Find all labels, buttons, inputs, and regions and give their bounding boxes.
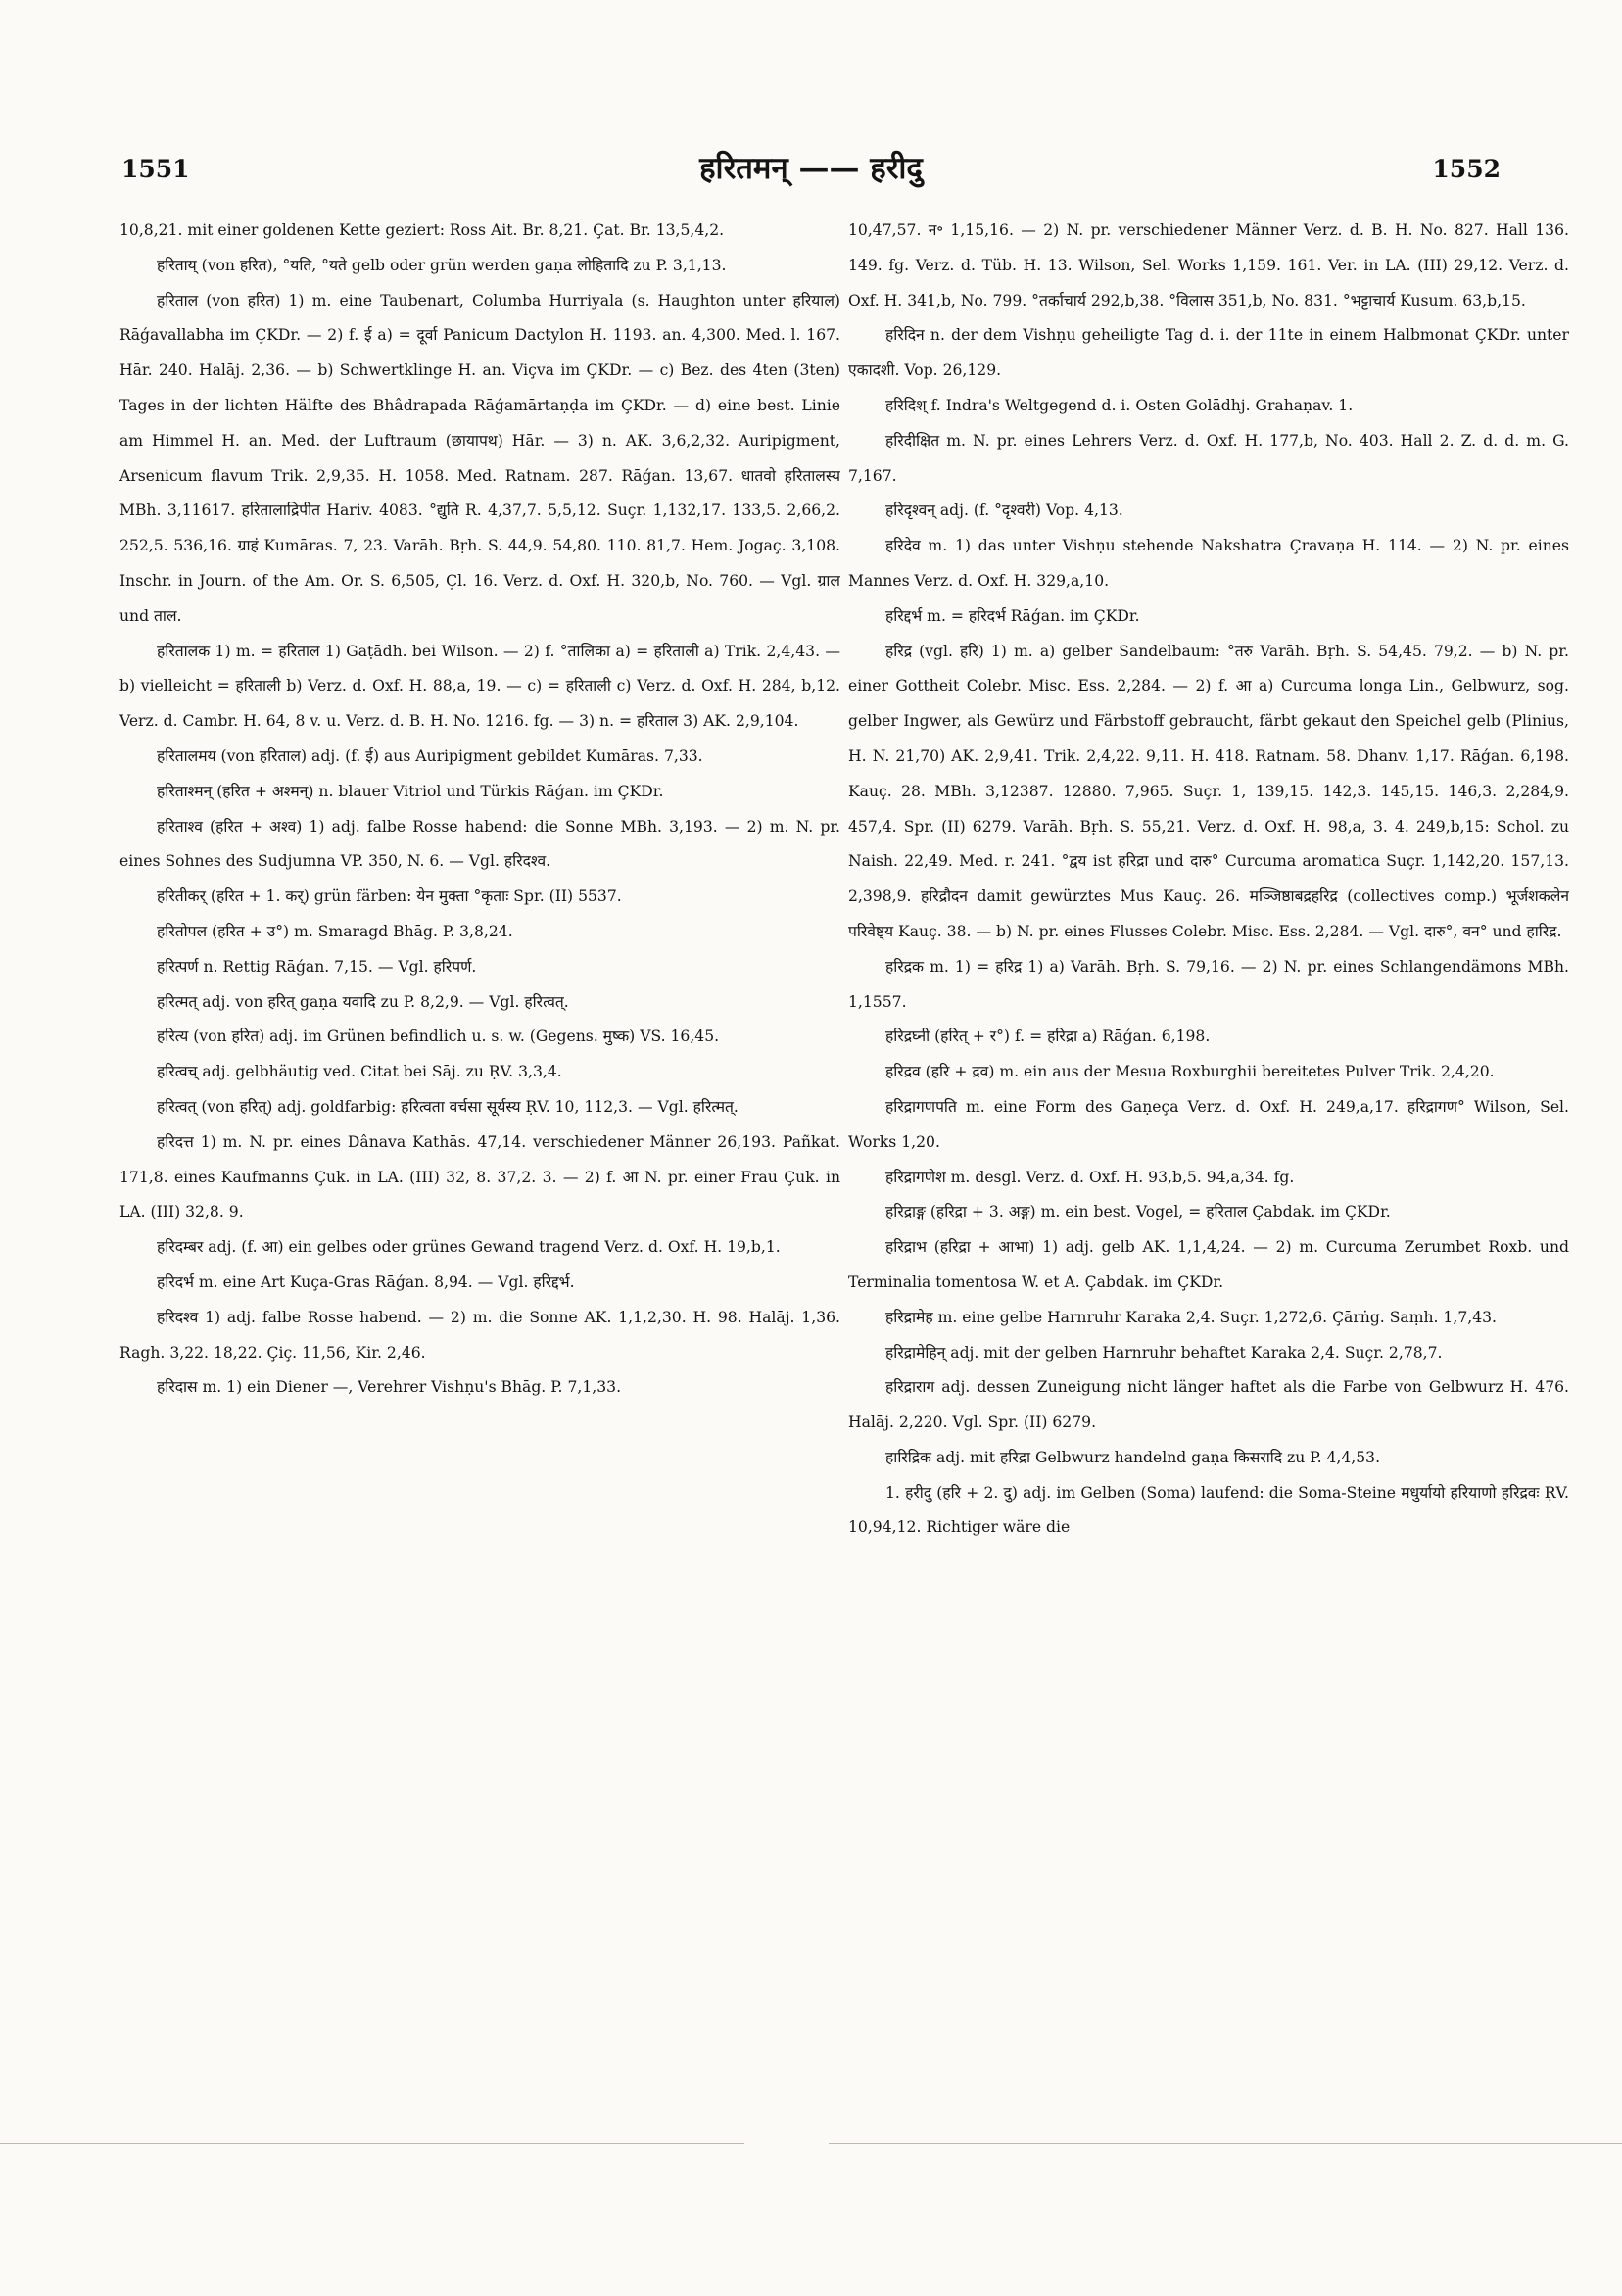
dictionary-entry: हरिद्रागणेश m. desgl. Verz. d. Oxf. H. 93,b,5. 94,a,34. fg.	[885, 1168, 1295, 1186]
dictionary-entry: 10,8,21. mit einer goldenen Kette geziert: Ross Ait. Br. 8,21. Çat. Br. 13,5,4,2.	[119, 221, 725, 239]
dictionary-entry: हरिदम्बर adj. (f. आ) ein gelbes oder grünes Gewand tragend Verz. d. Oxf. H. 19,b,1.	[157, 1238, 781, 1257]
dictionary-entry: हरितालक 1) m. = हरिताल 1) Gaṭādh. bei Wilson. — 2) f. °तालिका a) = हरिताली a) Trik. 2,4,43. — b) vielleicht = हरिताली b) Verz. d. Oxf. H. 88,a, 19. — c) = हरिताली c) Verz. d. Oxf. H. 284, b,12. Verz. d. Cambr. H. 64, 8 v. u. Verz. d. B. H. No. 1216. fg. — 3) n. = हरिताल 3) AK. 2,9,104.	[119, 642, 840, 731]
dictionary-entry: हरित्पर्ण n. Rettig Rāǵan. 7,15. — Vgl. हरिपर्ण.	[157, 957, 477, 976]
dictionary-entry: हरिदास m. 1) ein Diener —, Verehrer Vishṇu's Bhāg. P. 7,1,33.	[157, 1378, 622, 1397]
dictionary-entry: हारिद्रिक adj. mit हरिद्रा Gelbwurz handelnd gaṇa किसरादि zu P. 4,4,53.	[885, 1448, 1381, 1466]
dictionary-entry: हरिद्रागणपति m. eine Form des Gaṇeça Verz. d. Oxf. H. 249,a,17. हरिद्रागण° Wilson, Sel. Works 1,20.	[848, 1097, 1569, 1151]
dictionary-entry: हरिद्रघ्नी (हरित् + र°) f. = हरिद्रा a) Rāǵan. 6,198.	[885, 1028, 1211, 1046]
dictionary-entry: हरिद्दर्भ m. = हरिदर्भ Rāǵan. im ÇKDr.	[885, 606, 1140, 625]
dictionary-entry: हरिताल (von हरित) 1) m. eine Taubenart, Columba Hurriyala (s. Haughton unter हरियाल) Rāǵavallabha im ÇKDr. — 2) f. ई a) = दूर्वा Panicum Dactylon H. 1193. an. 4,300. Med. l. 167. Hār. 240. Halāj. 2,36. — b) Schwertklinge H. an. Viçva im ÇKDr. — c) Bez. des 4ten (3ten) Tages in der lichten Hälfte des Bhâdrapada Rāǵamārtaṇḍa im ÇKDr. — d) eine best. Linie am Himmel H. an. Med. der Luftraum (छायापथ) Hār. — 3) n. AK. 3,6,2,32. Auripigment, Arsenicum flavum Trik. 2,9,35. H. 1058. Med. Ratnam. 287. Rāǵan. 13,67. धातवो हरितालस्य MBh. 3,11617. हरितालाद्रिपीत Hariv. 4083. °द्युति R. 4,37,7. 5,5,12. Suçr. 1,132,17. 133,5. 2,66,2. 252,5. 536,16. ग्राहं Kumāras. 7, 23. Varāh. Bṛh. S. 44,9. 54,80. 110. 81,7. Hem. Jogaç. 3,108. Inschr. in Journ. of the Am. Or. S. 6,505, Çl. 16. Verz. d. Oxf. H. 320,b, No. 760. — Vgl. ग्राल und ताल.	[119, 291, 840, 625]
footer-rule-left	[0, 2143, 744, 2144]
dictionary-entry: हरिताश्व (हरित + अश्व) 1) adj. falbe Rosse habend: die Sonne MBh. 3,193. — 2) m. N. pr. eines Sohnes des Sudjumna VP. 350, N. 6. — Vgl. हरिदश्व.	[119, 817, 840, 871]
left-column	[119, 214, 840, 2104]
right-column	[848, 214, 1569, 2104]
dictionary-entry: हरिद्राङ्ग (हरिद्रा + 3. अङ्ग) m. ein best. Vogel, = हरिताल Çabdak. im ÇKDr.	[885, 1203, 1391, 1221]
dictionary-entry: हरिदत्त 1) m. N. pr. eines Dânava Kathās. 47,14. verschiedener Männer 26,193. Pañkat. 171,8. eines Kaufmanns Çuk. in LA. (III) 32, 8. 37,2. 3. — 2) f. आ N. pr. einer Frau Çuk. in LA. (III) 32,8. 9.	[119, 1132, 840, 1221]
dictionary-entry: हरिद्रव (हरि + द्रव) m. ein aus der Mesua Roxburghii bereitetes Pulver Trik. 2,4,20.	[885, 1063, 1495, 1081]
dictionary-entry: हरिदिश् f. Indra's Weltgegend d. i. Osten Golādhj. Grahaṇav. 1.	[885, 396, 1354, 414]
dictionary-entry: हरितीकर् (हरित + 1. कर्) grün färben: येन मुक्ता °कृताः Spr. (II) 5537.	[157, 887, 622, 906]
dictionary-entry: हरिद्राराग adj. dessen Zuneigung nicht länger haftet als die Farbe von Gelbwurz H. 476. Halāj. 2,220. Vgl. Spr. (II) 6279.	[848, 1378, 1569, 1432]
dictionary-entry: 1. हरीदु (हरि + 2. दु) adj. im Gelben (Soma) laufend: die Soma-Steine मधुर्यायो हरियाणो हरिद्रवः ṚV. 10,94,12. Richtiger wäre die	[848, 1483, 1569, 1537]
dictionary-entry: हरित्मत् adj. von हरित् gaṇa यवादि zu P. 8,2,9. — Vgl. हरित्वत्.	[157, 992, 569, 1011]
dictionary-entry: हरिद्रामेह m. eine gelbe Harnruhr Karaka 2,4. Suçr. 1,272,6. Çārṅg. Saṃh. 1,7,43.	[885, 1308, 1497, 1326]
dictionary-entry: हरिदश्व 1) adj. falbe Rosse habend. — 2) m. die Sonne AK. 1,1,2,30. H. 98. Halāj. 1,36. Ragh. 3,22. 18,22. Çiç. 11,56, Kir. 2,46.	[119, 1308, 840, 1362]
running-head: हरितमन् —— हरीदु	[699, 151, 923, 186]
dictionary-entry: हरिद्राभ (हरिद्रा + आभा) 1) adj. gelb AK. 1,1,4,24. — 2) m. Curcuma Zerumbet Roxb. und Terminalia tomentosa W. et A. Çabdak. im ÇKDr.	[848, 1238, 1569, 1291]
dictionary-entry: हरिदेव m. 1) das unter Vishṇu stehende Nakshatra Çravaṇa H. 114. — 2) N. pr. eines Mannes Verz. d. Oxf. H. 329,a,10.	[848, 537, 1569, 590]
footer-rule-right	[829, 2143, 1622, 2144]
dictionary-entry: हरिदर्भ m. eine Art Kuça-Gras Rāǵan. 8,94. — Vgl. हरिद्दर्भ.	[157, 1272, 575, 1291]
dictionary-entry: हरिदिन n. der dem Vishṇu geheiligte Tag d. i. der 11te in einem Halbmonat ÇKDr. unter एकादशी. Vop. 26,129.	[848, 326, 1569, 380]
dictionary-entry: हरितालमय (von हरिताल) adj. (f. ई) aus Auripigment gebildet Kumāras. 7,33.	[157, 746, 703, 765]
dictionary-entry: हरिदृश्वन् adj. (f. °दृश्वरी) Vop. 4,13.	[885, 502, 1123, 520]
dictionary-entry: हरिदीक्षित m. N. pr. eines Lehrers Verz. d. Oxf. H. 177,b, No. 403. Hall 2. Z. d. d. m. G. 7,167.	[848, 431, 1569, 485]
dictionary-entry: हरिद्रक m. 1) = हरिद्र 1) a) Varāh. Bṛh. S. 79,16. — 2) N. pr. eines Schlangendämons MBh. 1,1557.	[848, 957, 1569, 1011]
dictionary-entry: हरिताश्मन् (हरित + अश्मन्) n. blauer Vitriol und Türkis Rāǵan. im ÇKDr.	[157, 782, 664, 800]
dictionary-entry: 10,47,57. न॰ 1,15,16. — 2) N. pr. verschiedener Männer Verz. d. B. H. No. 827. Hall 136. 149. fg. Verz. d. Tüb. H. 13. Wilson, Sel. Works 1,159. 161. Ver. in LA. (III) 29,12. Verz. d. Oxf. H. 341,b, No. 799. °तर्काचार्य 292,b,38. °विलास 351,b, No. 831. °भट्टाचार्य Kusum. 63,b,15.	[848, 221, 1569, 310]
page-number-left: 1551	[121, 155, 190, 183]
dictionary-entry: हरितोपल (हरित + उ°) m. Smaragd Bhāg. P. 3,8,24.	[157, 922, 513, 940]
dictionary-entry: हरिताय् (von हरित), °यति, °यते gelb oder grün werden gaṇa लोहितादि zu P. 3,1,13.	[157, 256, 727, 274]
dictionary-entry: हरित्य (von हरित) adj. im Grünen befindlich u. s. w. (Gegens. मुष्क) VS. 16,45.	[157, 1028, 720, 1046]
dictionary-entry: हरित्वत् (von हरित्) adj. goldfarbig: हरित्वता वर्चसा सूर्यस्य ṚV. 10, 112,3. — Vgl. हरित्मत्.	[157, 1097, 739, 1116]
dictionary-entry: हरित्वच् adj. gelbhäutig ved. Citat bei Sāj. zu ṚV. 3,3,4.	[157, 1063, 562, 1081]
page-number-right: 1552	[1432, 155, 1501, 183]
dictionary-entry: हरिद्रामेहिन् adj. mit der gelben Harnruhr behaftet Karaka 2,4. Suçr. 2,78,7.	[885, 1343, 1443, 1362]
dictionary-entry: हरिद्र (vgl. हरि) 1) m. a) gelber Sandelbaum: °तरु Varāh. Bṛh. S. 54,45. 79,2. — b) N. pr. einer Gottheit Colebr. Misc. Ess. 2,284. — 2) f. आ a) Curcuma longa Lin., Gelbwurz, sog. gelber Ingwer, als Gewürz und Färbstoff gebraucht, färbt gekaut den Speichel gelb (Plinius, H. N. 21,70) AK. 2,9,41. Trik. 2,4,22. 9,11. H. 418. Ratnam. 58. Dhanv. 1,17. Rāǵan. 6,198. Kauç. 28. MBh. 3,12387. 12880. 7,965. Suçr. 1, 139,15. 142,3. 145,15. 146,3. 2,284,9. 457,4. Spr. (II) 6279. Varāh. Bṛh. S. 55,21. Verz. d. Oxf. H. 98,a, 3. 4. 249,b,15: Schol. zu Naish. 22,49. Med. r. 241. °द्वय ist हरिद्रा und दारु° Curcuma aromatica Suçr. 1,142,20. 157,13. 2,398,9. हरिद्रौदन damit gewürztes Mus Kauç. 26. मञ्जिष्ठाबद्रहरिद्र (collectives comp.) भूर्जशकलेन परिवेष्ट्य Kauç. 38. — b) N. pr. eines Flusses Colebr. Misc. Ess. 2,284. — Vgl. दारु°, वन° und हारिद्र.	[848, 642, 1569, 940]
